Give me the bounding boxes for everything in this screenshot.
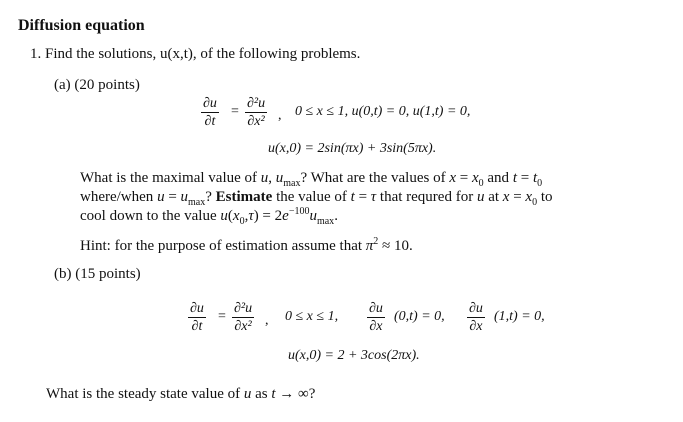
pde-lhs-numerator: ∂u bbox=[190, 301, 204, 316]
part-b-label: (b) bbox=[54, 266, 72, 282]
bc1-numerator: ∂u bbox=[369, 301, 383, 316]
bc2-denominator: ∂x bbox=[469, 319, 483, 334]
part-a-points: (20 points) bbox=[74, 77, 140, 93]
part-b-header bbox=[54, 266, 141, 283]
part-a-conditions: 0 ≤ x ≤ 1, u(0,t) = 0, u(1,t) = 0, bbox=[295, 104, 471, 119]
part-a-question-line-3: cool down to the value $u(x_0,\tau) = 2e^{-100}u_{max}$. bbox=[80, 206, 338, 227]
part-a-initial-condition: u(x,0) = 2sin(πx) + 3sin(5πx). bbox=[268, 141, 437, 156]
equals-sign: = bbox=[231, 104, 239, 119]
pde-rhs-numerator: ∂²u bbox=[234, 301, 253, 316]
bc1-denominator: ∂x bbox=[369, 319, 383, 334]
part-a-question-line-1: What is the maximal value of u, $u_{max}$? What are the values of $x = x_0$ and $t = t_0$ bbox=[80, 170, 543, 189]
part-a-pde-rhs bbox=[245, 96, 267, 129]
pde-rhs-denominator: ∂x² bbox=[234, 319, 252, 334]
equals-sign: = bbox=[218, 309, 226, 324]
part-a-header bbox=[54, 77, 140, 94]
problem-1-intro-line bbox=[30, 46, 360, 63]
pde-lhs-denominator: ∂t bbox=[191, 319, 203, 334]
part-a-question-line-2: where/when $u = u_{max}$? Estimate the value of t = τ that requred for u at $x = x_0$ to bbox=[80, 189, 553, 208]
problem-number: 1. bbox=[30, 46, 42, 62]
bc2-numerator: ∂u bbox=[469, 301, 483, 316]
comma: , bbox=[265, 313, 269, 328]
part-a-label: (a) bbox=[54, 77, 71, 93]
part-b-bc2-tail: (1,t) = 0, bbox=[494, 309, 545, 324]
part-a-hint: Hint: for the purpose of estimation assume that $\pi^2 \approx 10$. bbox=[80, 236, 413, 254]
pde-rhs-denominator: ∂x² bbox=[247, 114, 265, 129]
part-b-bc1-tail: (0,t) = 0, bbox=[394, 309, 445, 324]
section-title: Diffusion equation bbox=[18, 17, 145, 34]
part-b-pde-lhs bbox=[188, 301, 206, 334]
part-b-question: What is the steady state value of u as t → ∞? bbox=[46, 386, 316, 402]
problem-intro: Find the solutions, u(x,t), of the following problems. bbox=[45, 46, 361, 62]
part-b-pde-rhs bbox=[232, 301, 254, 334]
comma: , bbox=[278, 108, 282, 123]
part-b-bc1-derivative bbox=[367, 301, 385, 334]
part-b-range: 0 ≤ x ≤ 1, bbox=[285, 309, 339, 324]
pde-lhs-denominator: ∂t bbox=[204, 114, 216, 129]
part-b-points: (15 points) bbox=[75, 266, 141, 282]
part-b-initial-condition: u(x,0) = 2 + 3cos(2πx). bbox=[288, 348, 420, 363]
pde-lhs-numerator: ∂u bbox=[203, 96, 217, 111]
part-b-bc2-derivative bbox=[467, 301, 485, 334]
part-a-pde-lhs bbox=[201, 96, 219, 129]
pde-rhs-numerator: ∂²u bbox=[247, 96, 266, 111]
